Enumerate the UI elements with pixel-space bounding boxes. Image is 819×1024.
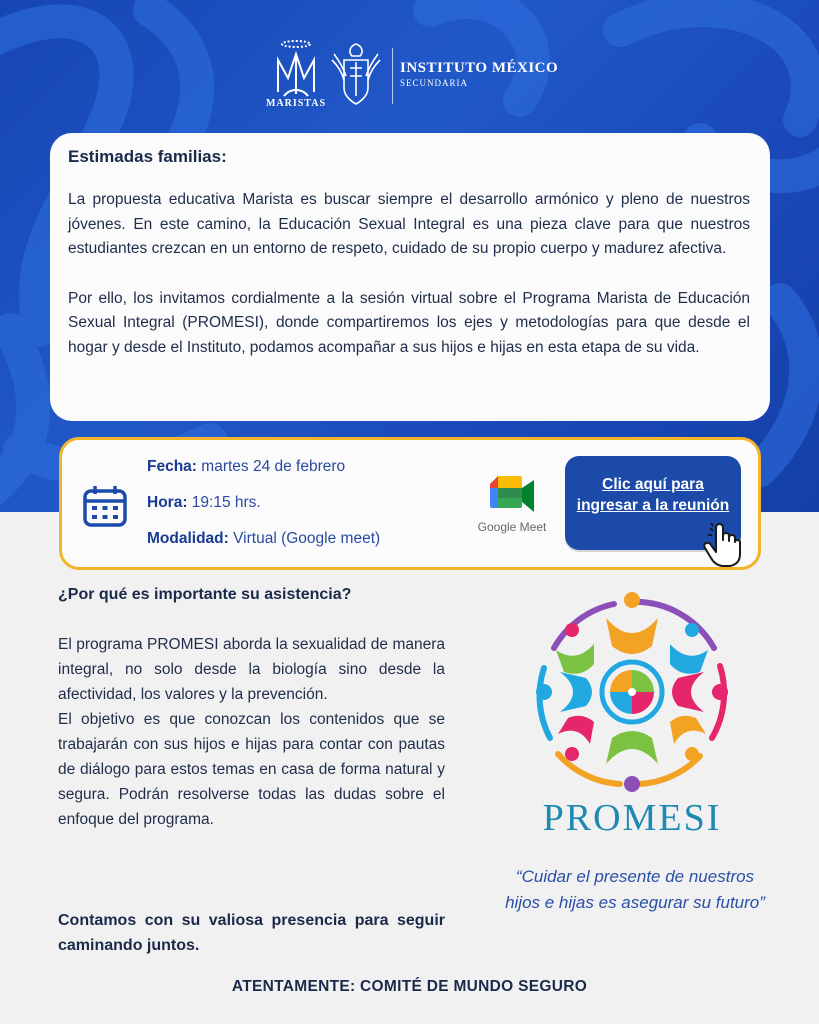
promesi-quote: “Cuidar el presente de nuestros hijos e hijas es asegurar su futuro” bbox=[505, 867, 765, 912]
event-mode-label: Modalidad: bbox=[147, 530, 229, 547]
crest-icon bbox=[330, 40, 382, 110]
event-mode bbox=[147, 530, 380, 548]
importance-body bbox=[58, 632, 445, 832]
pointer-hand-icon bbox=[702, 522, 742, 568]
importance-paragraph-1: El programa PROMESI aborda la sexualidad de manera integral, no solo desde la biología sino desde la afectividad, los valores y la prevención. bbox=[58, 636, 445, 703]
event-card bbox=[59, 437, 761, 570]
event-time-label: Hora: bbox=[147, 494, 188, 511]
letter-card bbox=[50, 133, 770, 421]
join-meeting-label: Clic aquí para ingresar a la reunión bbox=[576, 476, 730, 514]
institute-name: INSTITUTO MÉXICO bbox=[400, 60, 559, 76]
importance-title: ¿Por qué es importante su asistencia? bbox=[58, 586, 352, 603]
event-date-label: Fecha: bbox=[147, 458, 197, 475]
closing-text: Contamos con su valiosa presencia para seguir caminando juntos. bbox=[58, 912, 445, 954]
calendar-icon bbox=[82, 484, 128, 528]
maristas-logo-text: MARISTAS bbox=[265, 98, 327, 109]
promesi-wordmark: PROMESI bbox=[542, 797, 722, 839]
institute-level: SECUNDARIA bbox=[400, 78, 469, 88]
importance-paragraph-2: El objetivo es que conozcan los contenidos que se trabajarán con sus hijos e hijas para contar con pautas de diálogo para estos temas en casa de forma natural y segura. Podrán resolverse todas las dudas sobre el enfoque del programa. bbox=[58, 711, 445, 828]
event-time bbox=[147, 494, 261, 512]
promesi-logo-icon bbox=[528, 588, 736, 796]
letter-paragraph-2: Por ello, los invitamos cordialmente a la sesión virtual sobre el Programa Marista de Educación Sexual Integral (PROMESI), donde compartiremos los ejes y metodologías para que desde el hogar y desde el Instituto, podamos acompañar a sus hijos e hijas en esta etapa de su vida. bbox=[68, 289, 750, 356]
google-meet-label: Google Meet bbox=[477, 520, 547, 534]
header-divider bbox=[392, 48, 393, 104]
header-logos bbox=[265, 38, 568, 114]
signature: ATENTAMENTE: COMITÉ DE MUNDO SEGURO bbox=[231, 978, 588, 995]
event-mode-value: Virtual (Google meet) bbox=[233, 530, 381, 547]
letter-paragraph-1: La propuesta educativa Marista es buscar siempre el desarrollo armónico y pleno de nuestros jóvenes. En este camino, la Educación Sexual Integral es una pieza clave para que nuestros estudiantes crezcan en un entorno de respeto, cuidado de su propio cuerpo y madurez afectiva. bbox=[68, 191, 750, 257]
event-date bbox=[147, 458, 345, 476]
event-date-value: martes 24 de febrero bbox=[201, 458, 346, 475]
letter-greeting: Estimadas familias: bbox=[68, 147, 227, 166]
event-time-value: 19:15 hrs. bbox=[191, 494, 261, 511]
